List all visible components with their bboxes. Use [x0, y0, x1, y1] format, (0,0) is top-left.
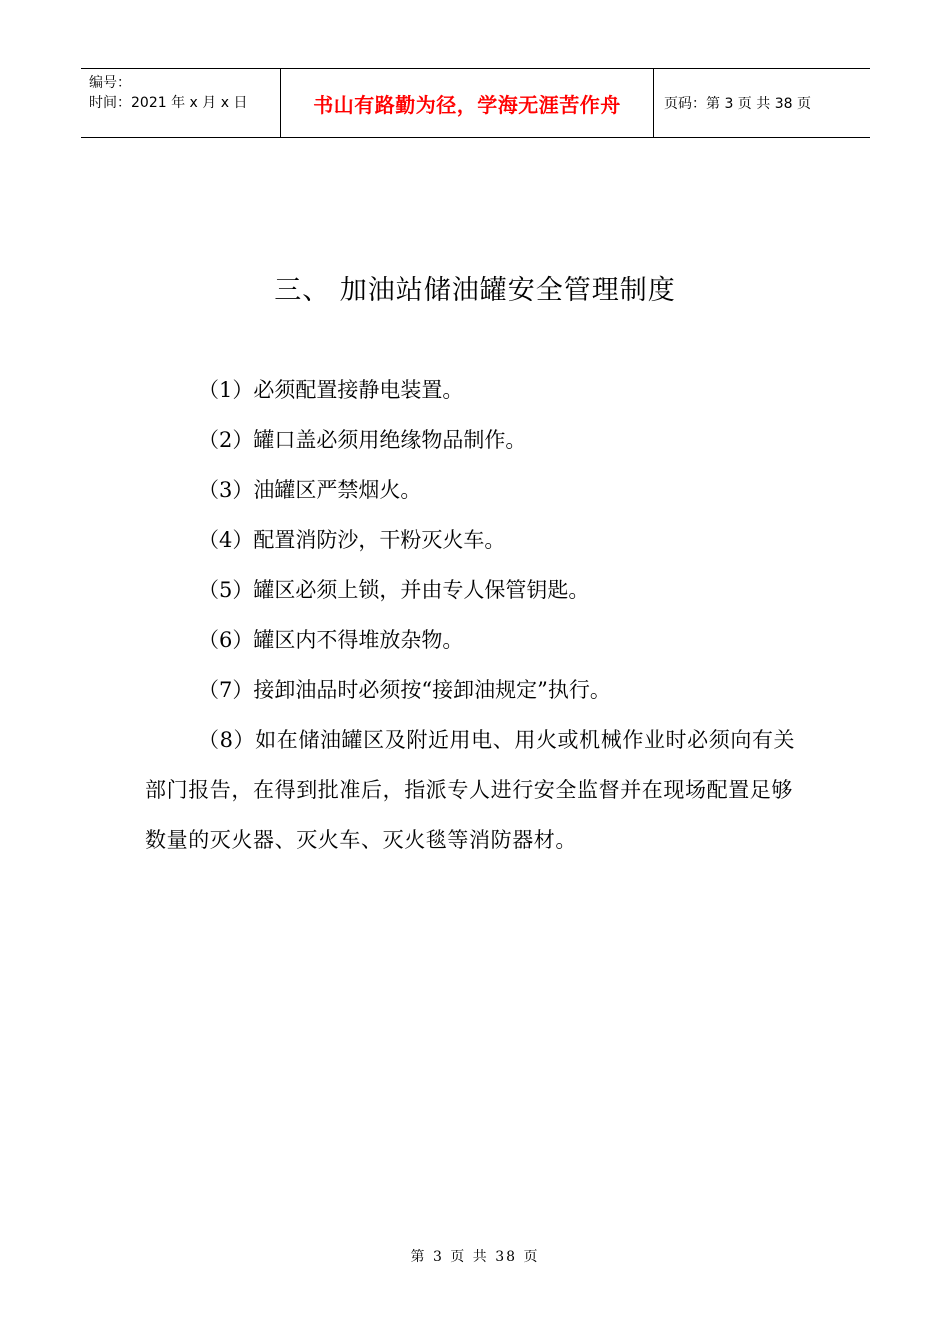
list-item: （6）罐区内不得堆放杂物。	[198, 628, 464, 652]
document-number-label: 编号：	[89, 75, 131, 91]
header-motto-cell	[281, 69, 654, 137]
list-item: （1）必须配置接静电装置。	[198, 378, 464, 402]
list-item: （2）罐口盖必须用绝缘物品制作。	[198, 428, 527, 452]
list-item: （7）接卸油品时必须按“接卸油规定”执行。	[198, 678, 611, 702]
document-header	[81, 68, 870, 138]
list-item: （5）罐区必须上锁，并由专人保管钥匙。	[198, 578, 590, 602]
regulation-list	[145, 365, 810, 865]
header-page-info: 页码：第 3 页 共 38 页	[664, 96, 811, 112]
header-motto: 书山有路勤为径，学海无涯苦作舟	[313, 92, 621, 117]
page-title: 三、 加油站储油罐安全管理制度	[274, 275, 676, 306]
list-item: （8）如在储油罐区及附近用电、用火或机械作业时必须向有关部门报告，在得到批准后，指派专人进行安全监督并在现场配置足够数量的灭火器、灭火车、灭火毯等消防器材。	[145, 728, 796, 852]
header-meta	[81, 69, 281, 137]
list-item: （4）配置消防沙，干粉灭火车。	[198, 528, 506, 552]
document-time-label: 时间：2021 年 x 月 x 日	[89, 95, 248, 111]
page-footer: 第 3 页 共 38 页	[410, 1249, 540, 1265]
list-item: （3）油罐区严禁烟火。	[198, 478, 422, 502]
